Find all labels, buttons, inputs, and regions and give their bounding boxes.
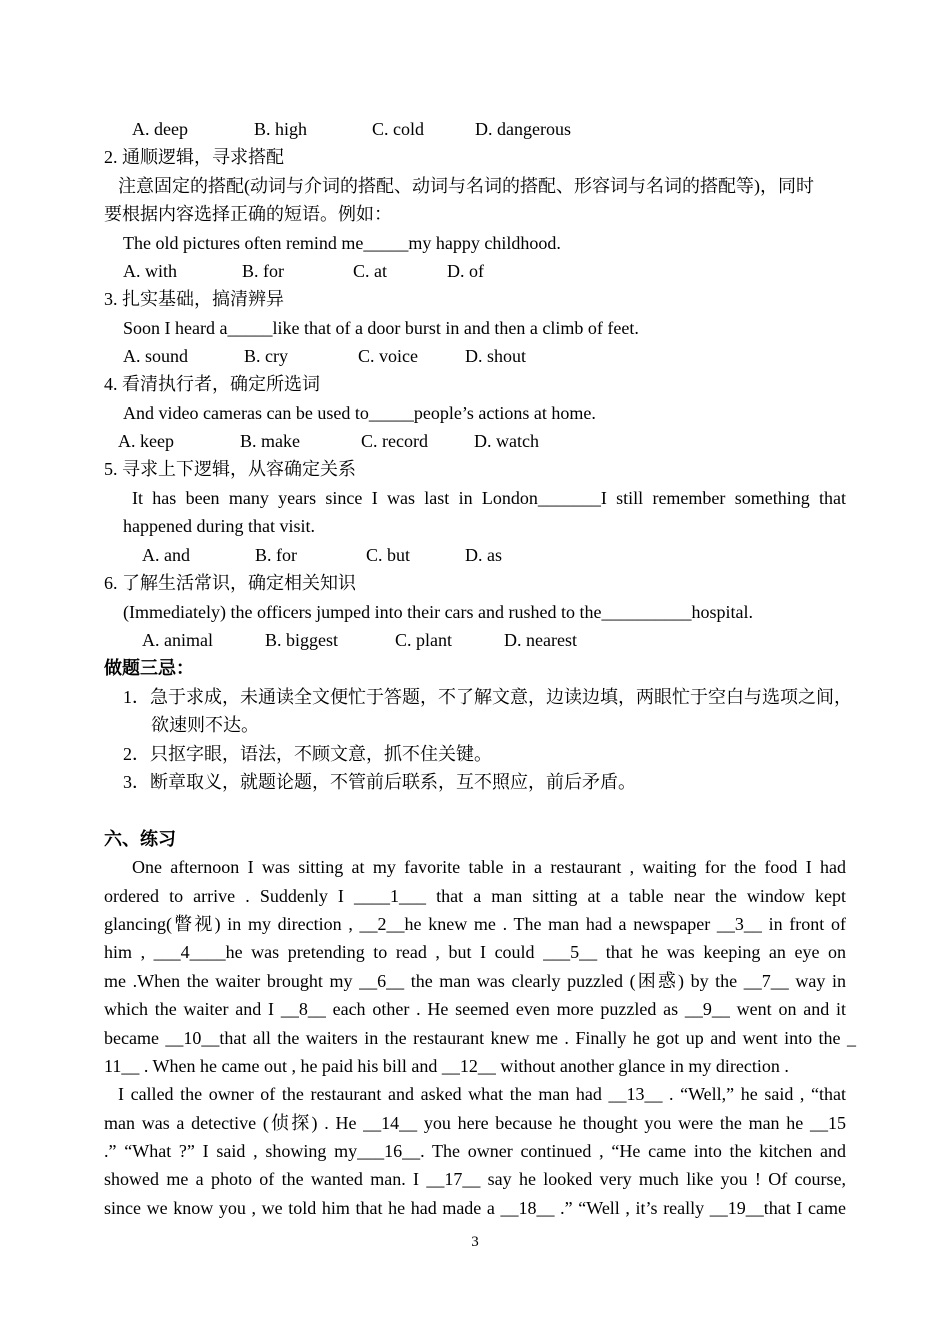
tip2-option-b: B. for — [242, 261, 284, 281]
tip2-example: The old pictures often remind me_____my happy childhood. — [123, 233, 561, 253]
taboo-item1-line1: 1．急于求成，未通读全文便忙于答题，不了解文意，边读边填，两眼忙于空白与选项之间， — [123, 687, 852, 707]
taboo-item1-line2: 欲速则不达。 — [151, 715, 259, 735]
taboo-item2: 2．只抠字眼，语法，不顾文意，抓不住关键。 — [123, 744, 492, 764]
exercise-heading: 六、练习 — [104, 829, 176, 849]
tip2-option-a: A. with — [123, 261, 177, 281]
tip1-option-b: B. high — [254, 119, 308, 139]
tip4-heading: 4. 看清执行者，确定所选词 — [104, 374, 320, 394]
tip4-option-c: C. record — [361, 431, 428, 451]
tip6-option-c: C. plant — [395, 630, 452, 650]
tip5-example-line1: It has been many years since I was last in London_______I still remember something that — [132, 488, 846, 508]
tip5-option-a: A. and — [142, 545, 190, 565]
tip6-example: (Immediately) the officers jumped into their cars and rushed to the__________hospital. — [123, 602, 754, 622]
tip5-option-c: C. but — [366, 545, 411, 565]
exercise-line: became __10__that all the waiters in the restaurant knew me . Finally he got up and went into the _ — [104, 1028, 856, 1048]
tip3-heading: 3. 扎实基础，搞清辨异 — [104, 289, 284, 309]
tip3-option-b: B. cry — [244, 346, 288, 366]
tip2-option-d: D. of — [447, 261, 484, 281]
exercise-line: glancing(瞥视) in my direction , __2__he knew me . The man had a newspaper __3__ in front of — [104, 914, 846, 934]
exercise-line: showed me a photo of the wanted man. I __17__ say he looked very much like you ! Of course, — [104, 1169, 846, 1189]
tip2-desc-line2: 要根据内容选择正确的短语。例如： — [104, 204, 392, 224]
tip5-heading: 5. 寻求上下逻辑，从容确定关系 — [104, 459, 356, 479]
tip4-option-a: A. keep — [118, 431, 174, 451]
tip6-option-d: D. nearest — [504, 630, 577, 650]
tip4-example: And video cameras can be used to_____people’s actions at home. — [123, 403, 596, 423]
tip2-option-c: C. at — [353, 261, 387, 281]
exercise-line: me .When the waiter brought my __6__ the man was clearly puzzled (困惑) by the __7__ way in — [104, 971, 846, 991]
exercise-line: ordered to arrive . Suddenly I ____1___ that a man sitting at a table near the window kept — [104, 886, 846, 906]
tip3-option-d: D. shout — [465, 346, 527, 366]
exercise-line: 11__ . When he came out , he paid his bill and __12__ without another glance in my direction . — [104, 1056, 789, 1076]
taboos-heading: 做题三忌： — [104, 658, 194, 678]
tip3-example: Soon I heard a_____like that of a door burst in and then a climb of feet. — [123, 318, 639, 338]
tip2-heading: 2. 通顺逻辑，寻求搭配 — [104, 147, 284, 167]
exercise-line: which the waiter and I __8__ each other . He seemed even more puzzled as __9__ went on and it — [104, 999, 846, 1019]
exercise-line: since we know you , we told him that he had made a __18__ .” “Well , it’s really __19__that I came — [104, 1198, 846, 1218]
taboo-item3: 3．断章取义，就题论题，不管前后联系，互不照应，前后矛盾。 — [123, 772, 636, 792]
page-number: 3 — [471, 1234, 479, 1250]
tip1-option-d: D. dangerous — [475, 119, 571, 139]
exercise-line: man was a detective (侦探) . He __14__ you here because he thought you were the man he __15 — [104, 1113, 846, 1133]
tip6-option-b: B. biggest — [265, 630, 339, 650]
tip5-example-line2: happened during that visit. — [123, 516, 315, 536]
tip4-option-d: D. watch — [474, 431, 539, 451]
tip5-option-d: D. as — [465, 545, 502, 565]
exercise-line: I called the owner of the restaurant and asked what the man had __13__ . “Well,” he said , “that — [118, 1084, 846, 1104]
tip3-option-a: A. sound — [123, 346, 189, 366]
exercise-line: him , ___4____he was pretending to read , but I could ___5__ that he was keeping an eye on — [104, 942, 846, 962]
tip4-option-b: B. make — [240, 431, 300, 451]
tip3-option-c: C. voice — [358, 346, 418, 366]
tip1-option-c: C. cold — [372, 119, 424, 139]
tip1-option-a: A. deep — [132, 119, 188, 139]
tip2-desc-line1: 注意固定的搭配(动词与介词的搭配、动词与名词的搭配、形容词与名词的搭配等)，同时 — [118, 176, 814, 196]
exercise-line: .” “What ?” I said , showing my___16__. The owner continued , “He came into the kitchen and — [104, 1141, 846, 1161]
tip6-option-a: A. animal — [142, 630, 213, 650]
tip5-option-b: B. for — [255, 545, 297, 565]
tip6-heading: 6. 了解生活常识，确定相关知识 — [104, 573, 356, 593]
exercise-line: One afternoon I was sitting at my favorite table in a restaurant , waiting for the food I had — [132, 857, 846, 877]
